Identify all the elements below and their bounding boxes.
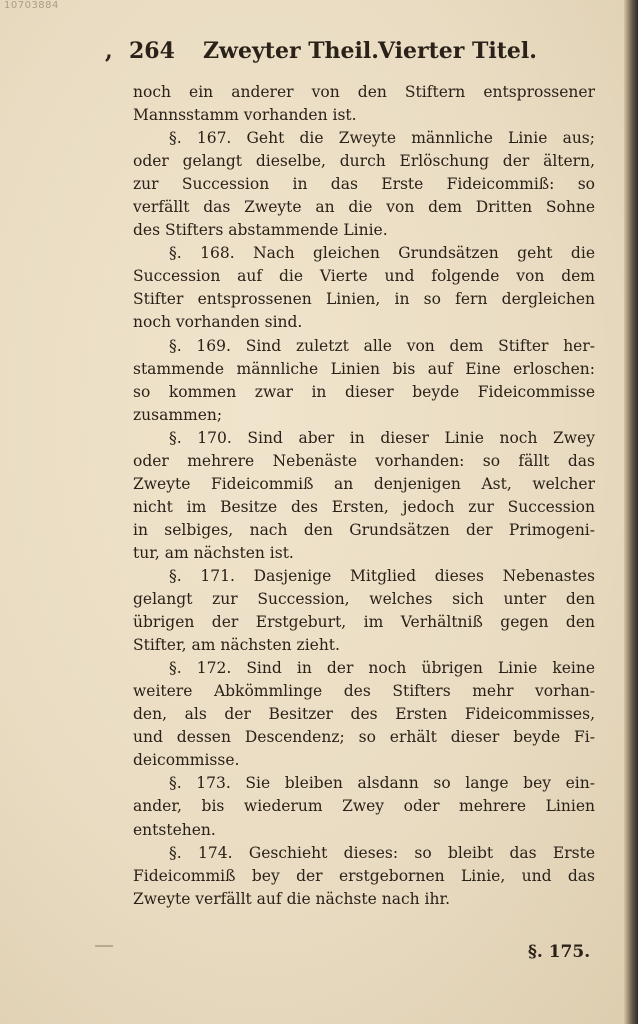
text-line: noch ein anderer von den Stiftern entsprossener — [133, 83, 595, 101]
ink-smudge — [95, 945, 113, 947]
text-line: zusammen; — [133, 405, 223, 424]
text-line: übrigen der Erstgeburt, im Verhältniß gegen den — [133, 613, 595, 632]
text-line: §. 172. Sind in der noch übrigen Linie keine — [169, 659, 595, 678]
text-line: §. 169. Sind zuletzt alle von dem Stifter her- — [169, 336, 595, 355]
text-line: §. 170. Sind aber in dieser Linie noch Zwey — [169, 428, 595, 447]
text-line: verfällt das Zweyte an die von dem Dritten Sohne — [133, 198, 595, 217]
header-title: Vierter Titel. — [378, 38, 537, 64]
header-mark: , — [105, 38, 113, 64]
text-line: entstehen. — [133, 820, 216, 839]
text-line: noch vorhanden sind. — [133, 313, 303, 332]
running-header — [105, 36, 545, 70]
text-line: stammende männliche Linien bis auf Eine erloschen: — [133, 359, 595, 378]
text-line: Zweyte verfällt auf die nächste nach ihr. — [133, 889, 451, 908]
text-line: Zweyte Fideicommiß an denjenigen Ast, welcher — [133, 474, 595, 493]
text-line: des Stifters abstammende Linie. — [133, 221, 388, 240]
text-line: §. 167. Geht die Zweyte männliche Linie aus; — [169, 129, 595, 148]
text-line: weitere Abkömmlinge des Stifters mehr vorhan- — [133, 682, 595, 701]
text-line: in selbiges, nach den Grundsätzen der Primogeni- — [133, 520, 595, 539]
text-line: deicommisse. — [133, 751, 240, 770]
text-line: oder gelangt dieselbe, durch Erlöschung der ältern, — [133, 152, 595, 171]
text-line: Succession auf die Vierte und folgende von dem — [133, 267, 595, 286]
text-line: §. 174. Geschieht dieses: so bleibt das Erste — [169, 843, 595, 862]
text-line: §. 168. Nach gleichen Grundsätzen geht die — [169, 244, 595, 263]
catchword: §. 175. — [528, 942, 591, 962]
body-text — [133, 81, 595, 911]
text-line: zur Succession in das Erste Fideicommiß: so — [133, 175, 595, 194]
text-line: den, als der Besitzer des Ersten Fideicommisses, — [133, 705, 595, 724]
text-line: §. 173. Sie bleiben alsdann so lange bey ein- — [169, 774, 595, 793]
text-line: §. 171. Dasjenige Mitglied dieses Nebenastes — [169, 566, 595, 585]
text-line: nicht im Besitze des Ersten, jedoch zur Succession — [133, 497, 595, 516]
page-edge — [624, 0, 638, 1024]
text-line: oder mehrere Nebenäste vorhanden: so fällt das — [133, 451, 595, 470]
text-line: Stifter, am nächsten zieht. — [133, 636, 340, 655]
text-line: Fideicommiß bey der erstgebornen Linie, und das — [133, 866, 595, 885]
text-line: Mannsstamm vorhanden ist. — [133, 106, 357, 125]
header-part: Zweyter Theil. — [203, 38, 379, 64]
text-line: und dessen Descendenz; so erhält dieser beyde Fi- — [133, 728, 595, 747]
catalog-number: 10703884 — [4, 0, 59, 11]
text-line: tur, am nächsten ist. — [133, 543, 294, 562]
page-number: 264 — [129, 38, 175, 64]
text-line: so kommen zwar in dieser beyde Fideicommisse — [133, 382, 595, 401]
text-line: ander, bis wiederum Zwey oder mehrere Linien — [133, 797, 595, 816]
text-line: Stifter entsprossenen Linien, in so fern dergleichen — [133, 290, 595, 309]
text-line: gelangt zur Succession, welches sich unter den — [133, 590, 595, 609]
